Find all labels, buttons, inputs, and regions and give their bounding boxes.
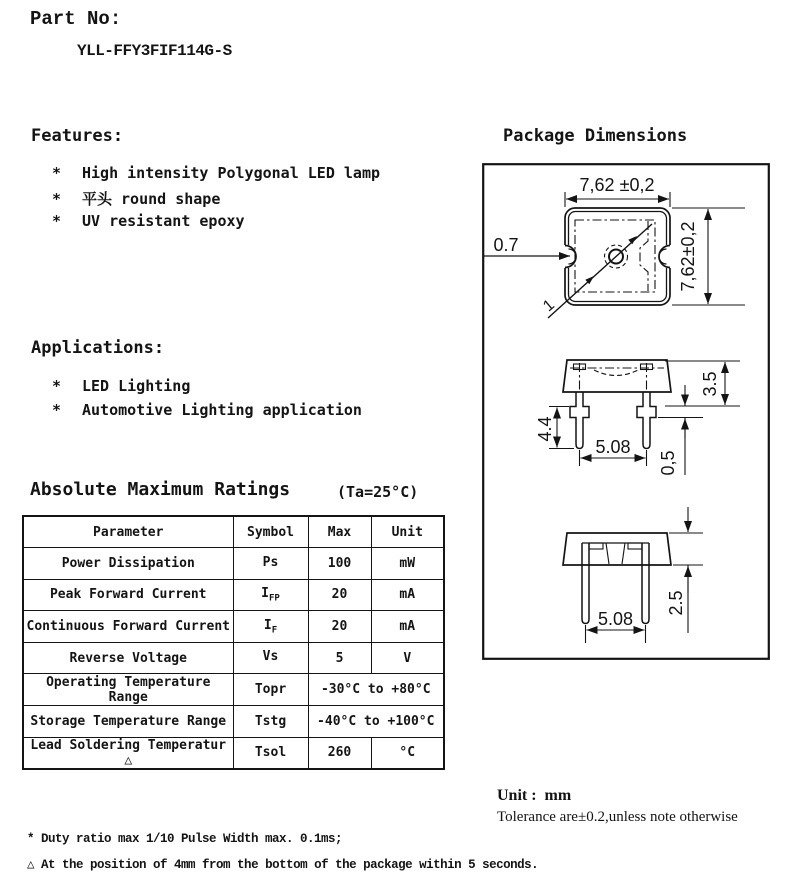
dim-lead-pitch-side: 5.08 — [595, 437, 631, 457]
feature-item — [52, 188, 220, 209]
table-row — [23, 548, 444, 580]
feature-item-label: High intensity Polygonal LED lamp — [82, 164, 381, 182]
cell-max-merged: -30°C to +80°C — [308, 674, 444, 706]
body-outline — [563, 533, 671, 565]
cell-max: 20 — [308, 611, 371, 643]
left-lead — [582, 543, 589, 624]
dim-lead-length: 4.4 — [535, 416, 555, 442]
symbol-sub: F — [271, 625, 278, 636]
bullet-asterisk: * — [52, 401, 62, 419]
features-heading: Features: — [31, 126, 124, 146]
applications-heading: Applications: — [31, 338, 165, 358]
feature-item-label: UV resistant epoxy — [82, 212, 245, 230]
table-row — [23, 579, 444, 611]
ratings-table — [22, 515, 445, 770]
drawing-border — [483, 164, 769, 659]
cell-parameter: Storage Temperature Range — [23, 706, 233, 738]
dim-lead-pitch-front: 5.08 — [597, 609, 634, 629]
table-header-row — [23, 516, 444, 548]
part-no-value: YLL-FFY3FIF114G-S — [77, 42, 232, 60]
symbol-base: Vs — [262, 649, 279, 665]
cell-symbol: Tstg — [233, 706, 308, 738]
tolerance-note: Tolerance are±0.2,unless note otherwise — [497, 809, 738, 825]
application-item — [52, 401, 362, 419]
table-row — [23, 611, 444, 643]
col-header-unit: Unit — [371, 516, 444, 548]
cell-max: 260 — [308, 737, 371, 769]
unit-note: Unit : mm — [497, 787, 572, 804]
cell-max: 100 — [308, 548, 371, 580]
cell-parameter: Reverse Voltage — [23, 642, 233, 674]
cell-symbol — [233, 548, 308, 580]
cell-parameter: Power Dissipation — [23, 548, 233, 580]
feature-item-label: 平头 round shape — [82, 190, 221, 208]
cell-unit: mW — [371, 548, 444, 580]
cell-symbol — [233, 611, 308, 643]
package-dimensions-drawing — [482, 163, 770, 660]
table-row — [23, 706, 444, 738]
cell-symbol — [233, 642, 308, 674]
cell-parameter: Operating Temperature Range — [23, 674, 233, 706]
cell-symbol: Tsol — [233, 737, 308, 769]
cell-max-merged: -40°C to +100°C — [308, 706, 444, 738]
col-header-parameter: Parameter — [23, 516, 233, 548]
part-no-label: Part No: — [30, 8, 122, 30]
dim-body-height: 3.5 — [700, 371, 720, 397]
cell-parameter: Peak Forward Current — [23, 579, 233, 611]
cell-parameter: Lead Soldering Temperatur △ — [23, 737, 233, 769]
feature-item — [52, 164, 380, 182]
symbol-base: I — [261, 586, 269, 602]
duty-ratio-note: * Duty ratio max 1/10 Pulse Width max. 0.1ms; — [27, 832, 343, 846]
cell-unit: mA — [371, 579, 444, 611]
top-view — [484, 192, 745, 318]
right-lead — [642, 543, 649, 624]
table-row — [23, 674, 444, 706]
dim-notch-width: 0.7 — [493, 235, 519, 255]
soldering-note: △ At the position of 4mm from the bottom of the package within 5 seconds. — [27, 858, 539, 872]
dim-standoff: 0,5 — [658, 450, 678, 476]
table-row — [23, 642, 444, 674]
left-lead — [570, 392, 589, 449]
bullet-asterisk: * — [52, 377, 62, 395]
dim-side-height: 7,62±0,2 — [678, 221, 698, 292]
right-lead — [637, 392, 656, 449]
pin1-leader — [548, 224, 652, 318]
application-item-label: LED Lighting — [82, 377, 191, 395]
symbol-base: I — [263, 617, 272, 633]
symbol-base: Ps — [262, 554, 279, 570]
symbol-sub: FP — [268, 593, 280, 604]
bullet-asterisk: * — [52, 212, 62, 230]
cell-max: 20 — [308, 579, 371, 611]
bullet-asterisk: * — [52, 164, 62, 182]
dim-top-width: 7,62 ±0,2 — [579, 175, 655, 195]
table-row — [23, 737, 444, 769]
cell-unit: °C — [371, 737, 444, 769]
cell-unit: V — [371, 642, 444, 674]
ratings-heading: Absolute Maximum Ratings — [30, 479, 291, 500]
bullet-asterisk: * — [52, 190, 62, 208]
col-header-symbol: Symbol — [233, 516, 308, 548]
dim-front-height: 2.5 — [666, 590, 686, 616]
application-item-label: Automotive Lighting application — [82, 401, 362, 419]
cell-parameter: Continuous Forward Current — [23, 611, 233, 643]
package-dimensions-heading: Package Dimensions — [503, 126, 688, 146]
application-item — [52, 377, 190, 395]
cell-max: 5 — [308, 642, 371, 674]
ratings-condition: (Ta=25°C) — [337, 483, 419, 501]
cell-symbol: Topr — [233, 674, 308, 706]
cell-symbol — [233, 579, 308, 611]
col-header-max: Max — [308, 516, 371, 548]
cell-unit: mA — [371, 611, 444, 643]
pin1-marker: 1 — [540, 296, 558, 316]
feature-item — [52, 212, 245, 230]
